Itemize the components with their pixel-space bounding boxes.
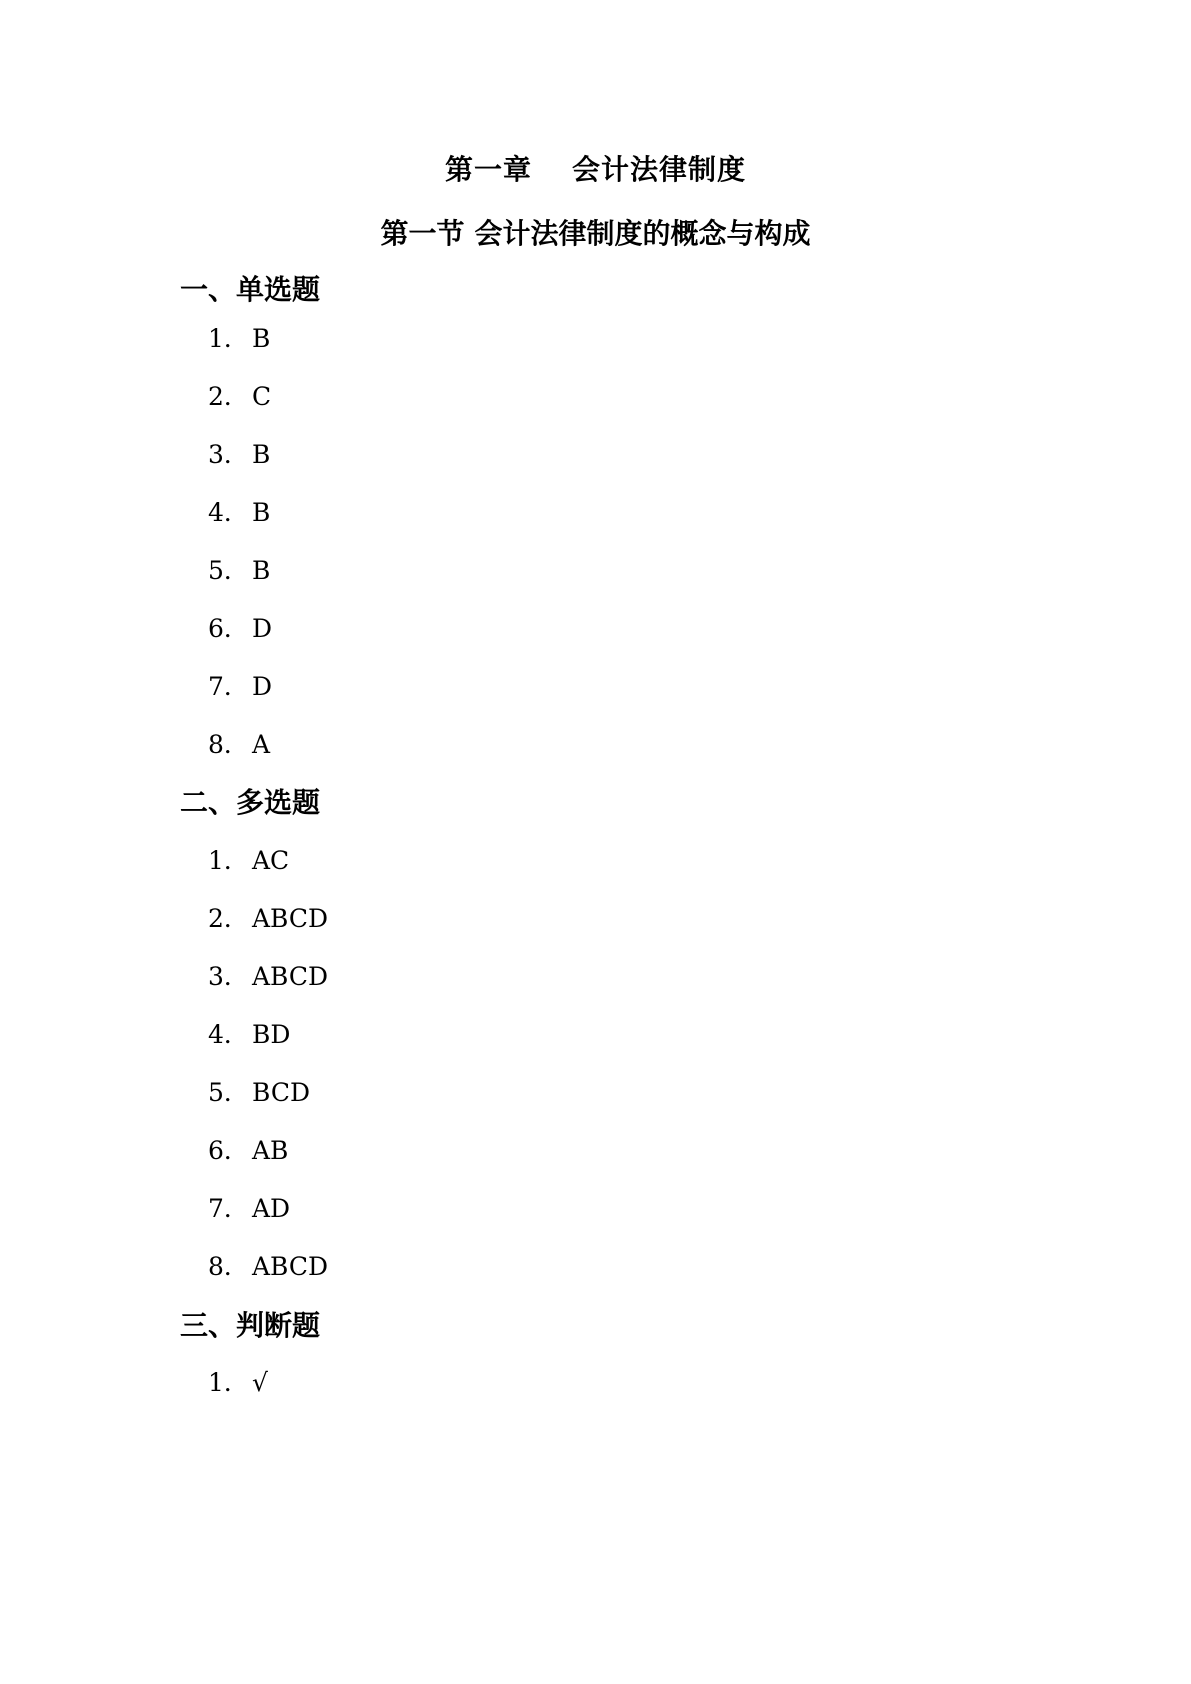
answer-value: C: [252, 382, 272, 411]
answer-number: 1．: [208, 846, 249, 875]
answer-value: D: [252, 614, 273, 643]
answer-number: 2．: [208, 904, 249, 933]
answer-item: [208, 554, 270, 588]
answer-number: 1．: [208, 1368, 249, 1397]
answer-value: B: [252, 324, 271, 353]
answer-item: [208, 670, 272, 704]
group-heading-multiple-choice: 二、多选题: [180, 786, 321, 819]
answer-item: [208, 322, 270, 356]
answer-item: [208, 1018, 290, 1052]
answer-value: ABCD: [252, 962, 329, 991]
answer-number: 4．: [208, 1020, 249, 1049]
section-label: 第一节: [380, 217, 465, 250]
answer-item: [208, 844, 289, 878]
section-title: [0, 216, 1191, 252]
answer-value: AD: [252, 1194, 291, 1223]
answer-value: BCD: [252, 1078, 311, 1107]
answer-value: AC: [252, 846, 290, 875]
answer-item: [208, 902, 328, 936]
answer-value: B: [252, 498, 271, 527]
answer-value: ABCD: [252, 904, 329, 933]
answer-number: 5．: [208, 556, 249, 585]
answer-number: 4．: [208, 498, 249, 527]
answer-value: AB: [252, 1136, 289, 1165]
chapter-title: [0, 152, 1191, 188]
section-name: 会计法律制度的概念与构成: [474, 217, 811, 250]
answer-item: [208, 1134, 288, 1168]
answer-value: D: [252, 672, 273, 701]
answer-number: 5．: [208, 1078, 249, 1107]
answer-item: [208, 1192, 290, 1226]
group-heading-true-false: 三、判断题: [180, 1309, 321, 1342]
answer-value: A: [252, 730, 271, 759]
chapter-name: 会计法律制度: [572, 153, 747, 186]
answer-number: 7．: [208, 1194, 249, 1223]
answer-value: ABCD: [252, 1252, 329, 1281]
answer-item: [208, 1366, 268, 1400]
answer-item: [208, 380, 271, 414]
answer-number: 8．: [208, 730, 249, 759]
answer-item: [208, 438, 270, 472]
answer-number: 7．: [208, 672, 249, 701]
answer-item: [208, 612, 272, 646]
answer-number: 3．: [208, 962, 249, 991]
answer-value: BD: [252, 1020, 291, 1049]
answer-value: B: [252, 556, 271, 585]
answer-number: 8．: [208, 1252, 249, 1281]
answer-value: √: [252, 1368, 268, 1397]
answer-number: 6．: [208, 614, 249, 643]
answer-value: B: [252, 440, 271, 469]
answer-item: [208, 1250, 328, 1284]
group-heading-single-choice: 一、单选题: [180, 273, 321, 306]
answer-item: [208, 728, 270, 762]
chapter-label: 第一章: [444, 153, 532, 186]
answer-item: [208, 960, 328, 994]
answer-item: [208, 496, 270, 530]
answer-number: 3．: [208, 440, 249, 469]
answer-number: 1．: [208, 324, 249, 353]
answer-number: 6．: [208, 1136, 249, 1165]
answer-number: 2．: [208, 382, 249, 411]
answer-item: [208, 1076, 310, 1110]
